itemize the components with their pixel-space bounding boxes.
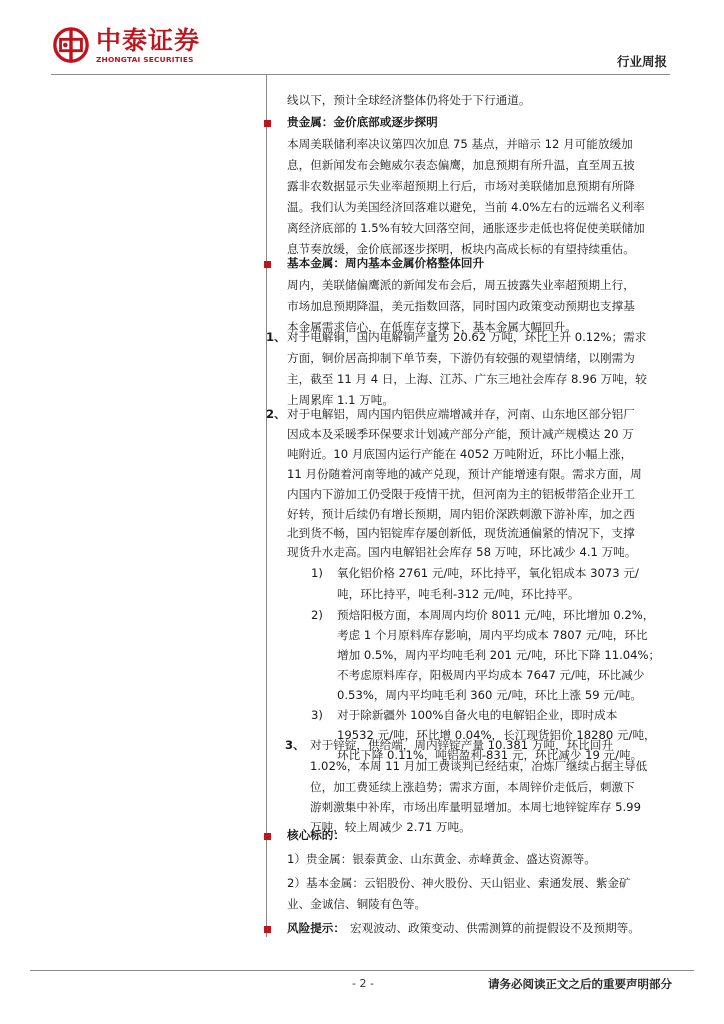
disclaimer-link[interactable]: 请务必阅读正文之后的重要声明部分 <box>488 977 672 991</box>
item-number: 3、 <box>285 738 305 752</box>
paragraph-line: 1）贵金属：银泰黄金、山东黄金、赤峰黄金、盛达资源等。 <box>287 852 596 866</box>
sub-item-number: 1) <box>311 566 323 580</box>
paragraph-line: 现货升水走高。国内电解铝社会库存 58 万吨，环比减少 4.1 万吨。 <box>287 545 637 559</box>
zhongtai-logo-icon <box>52 26 90 64</box>
paragraph-line: 位，加工费延续上涨趋势；需求方面，本周锌价走低后，刺激下 <box>310 780 635 794</box>
paragraph-line: 上周累库 1.1 万吨。 <box>287 393 394 407</box>
section-bullet-icon <box>264 833 271 840</box>
paragraph-line: 温。我们认为美国经济回落难以避免，当前 4.0%左右的远端名义利率 <box>287 200 645 214</box>
paragraph-line: 2）基本金属：云铝股份、神火股份、天山铝业、索通发展、紫金矿 <box>287 876 631 890</box>
paragraph-line: 吨附近。10 月底国内运行产能在 4052 万吨附近，环比小幅上涨， <box>287 447 633 461</box>
paragraph-line: 0.53%，周内平均吨毛利 360 元/吨，环比上涨 59 元/吨。 <box>337 688 642 702</box>
paragraph-line: 对于电解铜，国内电解铜产量为 20.62 万吨，环比上升 0.12%；需求 <box>287 330 647 344</box>
sub-item-number: 3) <box>311 708 323 722</box>
paragraph-line: 好转，预计后续仍有增长预期，周内铝价深跌刺激下游补库，加之西 <box>287 507 635 521</box>
paragraph-line: 氧化铝价格 2761 元/吨，环比持平，氧化铝成本 3073 元/ <box>337 566 639 580</box>
section-bullet-icon <box>264 261 271 268</box>
page-number: - 2 - <box>352 977 374 990</box>
paragraph-line: 19532 元/吨，环比增 0.04%，长江现货铝价 18280 元/吨， <box>337 728 656 742</box>
paragraph-line: 北到货不畅，国内铝锭库存屡创新低，现货流通偏紧的情况下，支撑 <box>287 526 635 540</box>
section-bullet-icon <box>264 120 271 127</box>
header-divider <box>51 74 670 75</box>
paragraph-line: 本金属需求信心，在低库存支撑下，基本金属大幅回升。 <box>287 320 577 334</box>
document-type: 行业周报 <box>616 54 667 69</box>
logo-english-name: ZHONGTAI SECURITIES <box>96 54 194 64</box>
item-number: 1、 <box>266 330 286 344</box>
paragraph-line: 吨，环比持平，吨毛利-312 元/吨，环比持平。 <box>337 587 580 601</box>
paragraph-line: 周内，美联储偏鹰派的新闻发布会后，周五披露失业率超预期上行， <box>287 278 635 292</box>
paragraph-line: 对于除新疆外 100%自备火电的电解铝企业，即时成本 <box>337 708 618 722</box>
risk-text: 宏观波动、政策变动、供需测算的前提假设不及预期等。 <box>350 921 640 935</box>
paragraph-line: 对于电解铝，周内国内铝供应端增减并存，河南、山东地区部分铝厂 <box>287 407 635 421</box>
section-title-base: 基本金属：周内基本金属价格整体回升 <box>287 256 485 270</box>
logo-chinese-name: 中泰证券 <box>96 25 201 55</box>
sub-item-number: 2) <box>311 608 323 622</box>
section-title-precious: 贵金属：金价底部或逐步探明 <box>287 115 438 129</box>
paragraph-line: 息节奏放缓，金价底部逐步探明，板块内高成长标的有望持续重估。 <box>287 242 635 256</box>
paragraph-line: 方面，铜价居高抑制下单节奏，下游仍有较强的观望情绪，以刚需为 <box>287 351 635 365</box>
paragraph-line: 离经济底部的 1.5%有较大回落空间，通胀逐步走低也将促使美联储加 <box>287 221 645 235</box>
footer-divider <box>30 970 694 971</box>
paragraph-line: 主，截至 11 月 4 日，上海、江苏、广东三地社会库存 8.96 万吨，较 <box>287 372 647 386</box>
paragraph-line: 考虑 1 个月原料库存影响，周内平均成本 7807 元/吨，环比 <box>337 628 648 642</box>
paragraph-line: 1.02%，本周 11 月加工费谈判已经结束，冶炼厂继续占据主导低 <box>310 759 648 773</box>
paragraph-line: 增加 0.5%，周内平均吨毛利 201 元/吨，环比下降 11.04%； <box>337 648 661 662</box>
paragraph-line: 市场加息预期降温，美元指数回落，同时国内政策变动预期也支撑基 <box>287 299 635 313</box>
paragraph-line: 不考虑原料库存，阳极周内平均成本 7647 元/吨，环比减少 <box>337 668 645 682</box>
paragraph-line: 露非农数据显示失业率超预期上行后，市场对美联储加息预期有所降 <box>287 179 635 193</box>
paragraph-line: 业、金诚信、铜陵有色等。 <box>287 897 427 911</box>
paragraph-line: 息，但新闻发布会鲍威尔表态偏鹰，加息预期有所升温，直至周五披 <box>287 158 635 172</box>
paragraph-line: 万吨，较上周减少 2.71 万吨。 <box>310 820 471 834</box>
section-title-risk: 风险提示： <box>287 921 345 935</box>
paragraph-line: 对于锌锭，供给端，周内锌锭产量 10.381 万吨，环比回升 <box>310 738 614 752</box>
paragraph-line: 游刺激集中补库，市场出库量明显增加。本周七地锌锭库存 5.99 <box>310 800 641 814</box>
paragraph-line: 预焙阳极方面，本周周内均价 8011 元/吨，环比增加 0.2%， <box>337 608 655 622</box>
paragraph-line: 11 月份随着河南等地的减产兑现，预计产能增速有限。需求方面，周 <box>287 467 642 481</box>
section-bullet-icon <box>264 926 271 933</box>
company-logo <box>52 26 200 64</box>
section-title-core: 核心标的： <box>287 828 345 842</box>
paragraph-line: 因成本及采暖季环保要求计划减产部分产能，预计减产规模达 20 万 <box>287 427 634 441</box>
item-number: 2、 <box>266 407 286 421</box>
paragraph-line: 内国内下游加工仍受限于疫情干扰，但河南为主的铝板带箔企业开工 <box>287 487 635 501</box>
paragraph-line: 本周美联储利率决议第四次加息 75 基点，并暗示 12 月可能放缓加 <box>287 137 633 151</box>
paragraph-line: 环比下降 0.11%，吨铝盈利-831 元，环比减少 19 元/吨。 <box>337 748 643 762</box>
left-column-divider <box>266 75 267 937</box>
intro-line: 线以下，预计全球经济整体仍将处于下行通道。 <box>287 93 531 107</box>
